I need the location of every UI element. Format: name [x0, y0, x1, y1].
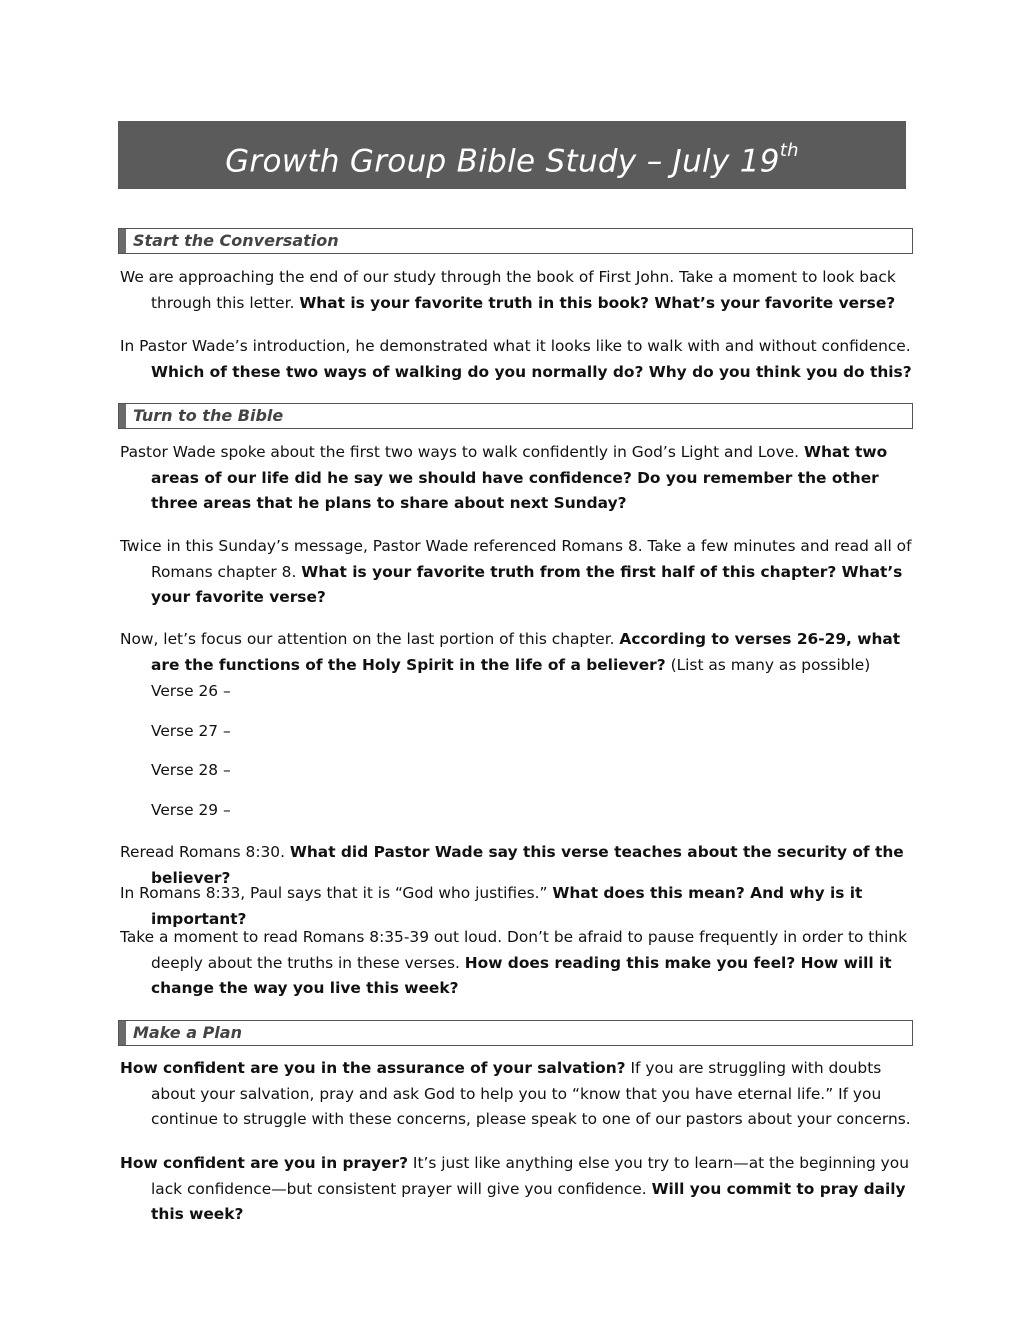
section-title-start: Start the Conversation: [133, 231, 339, 250]
plan-paragraph-2: [120, 1151, 920, 1228]
bible-p3-question: According to verses 26-29, what are the functions of the Holy Spirit in the life of a believer?: [151, 630, 901, 674]
verse-27-line: Verse 27 –: [151, 722, 231, 740]
section-accent-bar: [119, 404, 126, 428]
section-accent-bar: [119, 1021, 126, 1045]
bible-paragraph-6: [120, 925, 920, 1002]
bible-p6-question: How does reading this make you feel? How will it change the way you live this week?: [151, 953, 892, 997]
page-title: Growth Group Bible Study – July 19: [225, 143, 780, 180]
bible-paragraph-3: [120, 627, 920, 678]
title-banner: [118, 121, 906, 189]
title-superscript: th: [779, 140, 799, 161]
plan-p2-question: How confident are you in prayer?: [120, 1154, 409, 1172]
plan-p1-question: How confident are you in the assurance of your salvation?: [120, 1059, 626, 1077]
bible-p6-text: Take a moment to read Romans 8:35-39 out loud. Don’t be afraid to pause frequently in order to think deeply about the truths in these verses.: [120, 928, 908, 972]
section-accent-bar: [119, 229, 126, 253]
section-header-plan: [118, 1020, 913, 1046]
plan-p2-commitment: Will you commit to pray daily this week?: [151, 1179, 906, 1223]
bible-p4-question: What did Pastor Wade say this verse teaches about the security of the believer?: [151, 843, 904, 887]
verse-29-line: Verse 29 –: [151, 801, 231, 819]
start-paragraph-2: [120, 334, 920, 385]
start-p1-text: We are approaching the end of our study through the book of First John. Take a moment to look back through this letter.: [120, 268, 896, 312]
bible-p1-text: Pastor Wade spoke about the first two ways to walk confidently in God’s Light and Love.: [120, 443, 804, 461]
bible-p1-question: What two areas of our life did he say we should have confidence? Do you remember the other three areas that he plans to share about next Sunday?: [151, 443, 888, 512]
bible-p3-tail: (List as many as possible): [665, 655, 871, 674]
bible-paragraph-1: [120, 440, 920, 517]
section-title-plan: Make a Plan: [133, 1023, 242, 1042]
plan-p1-text: If you are struggling with doubts about your salvation, pray and ask God to help you to “know that you have eternal life.” If you continue to struggle with these concerns, please speak to one of our pastors about your concerns.: [151, 1059, 911, 1128]
bible-p5-text: In Romans 8:33, Paul says that it is “God who justifies.”: [120, 884, 553, 902]
bible-p3-text: Now, let’s focus our attention on the last portion of this chapter.: [120, 630, 620, 648]
bible-p2-question: What is your favorite truth from the first half of this chapter? What’s your favorite verse?: [151, 562, 903, 606]
plan-p2-text: It’s just like anything else you try to learn—at the beginning you lack confidence—but consistent prayer will give you confidence.: [151, 1154, 909, 1198]
section-title-bible: Turn to the Bible: [133, 406, 284, 425]
start-paragraph-1: [120, 265, 920, 316]
section-header-start: [118, 228, 913, 254]
bible-p5-question: What does this mean? And why is it important?: [151, 884, 863, 928]
section-header-bible: [118, 403, 913, 429]
verse-26-line: Verse 26 –: [151, 682, 231, 700]
start-p1-question: What is your favorite truth in this book? What’s your favorite verse?: [299, 293, 896, 312]
verse-28-line: Verse 28 –: [151, 761, 231, 779]
plan-paragraph-1: [120, 1056, 920, 1133]
bible-paragraph-2: [120, 534, 920, 611]
bible-p2-text: Twice in this Sunday’s message, Pastor Wade referenced Romans 8. Take a few minutes and read all of Romans chapter 8.: [120, 537, 912, 581]
start-p2-question: Which of these two ways of walking do you normally do? Why do you think you do this?: [151, 362, 912, 381]
start-p2-text: In Pastor Wade’s introduction, he demonstrated what it looks like to walk with and without confidence.: [120, 337, 911, 355]
bible-p4-text: Reread Romans 8:30.: [120, 843, 290, 861]
